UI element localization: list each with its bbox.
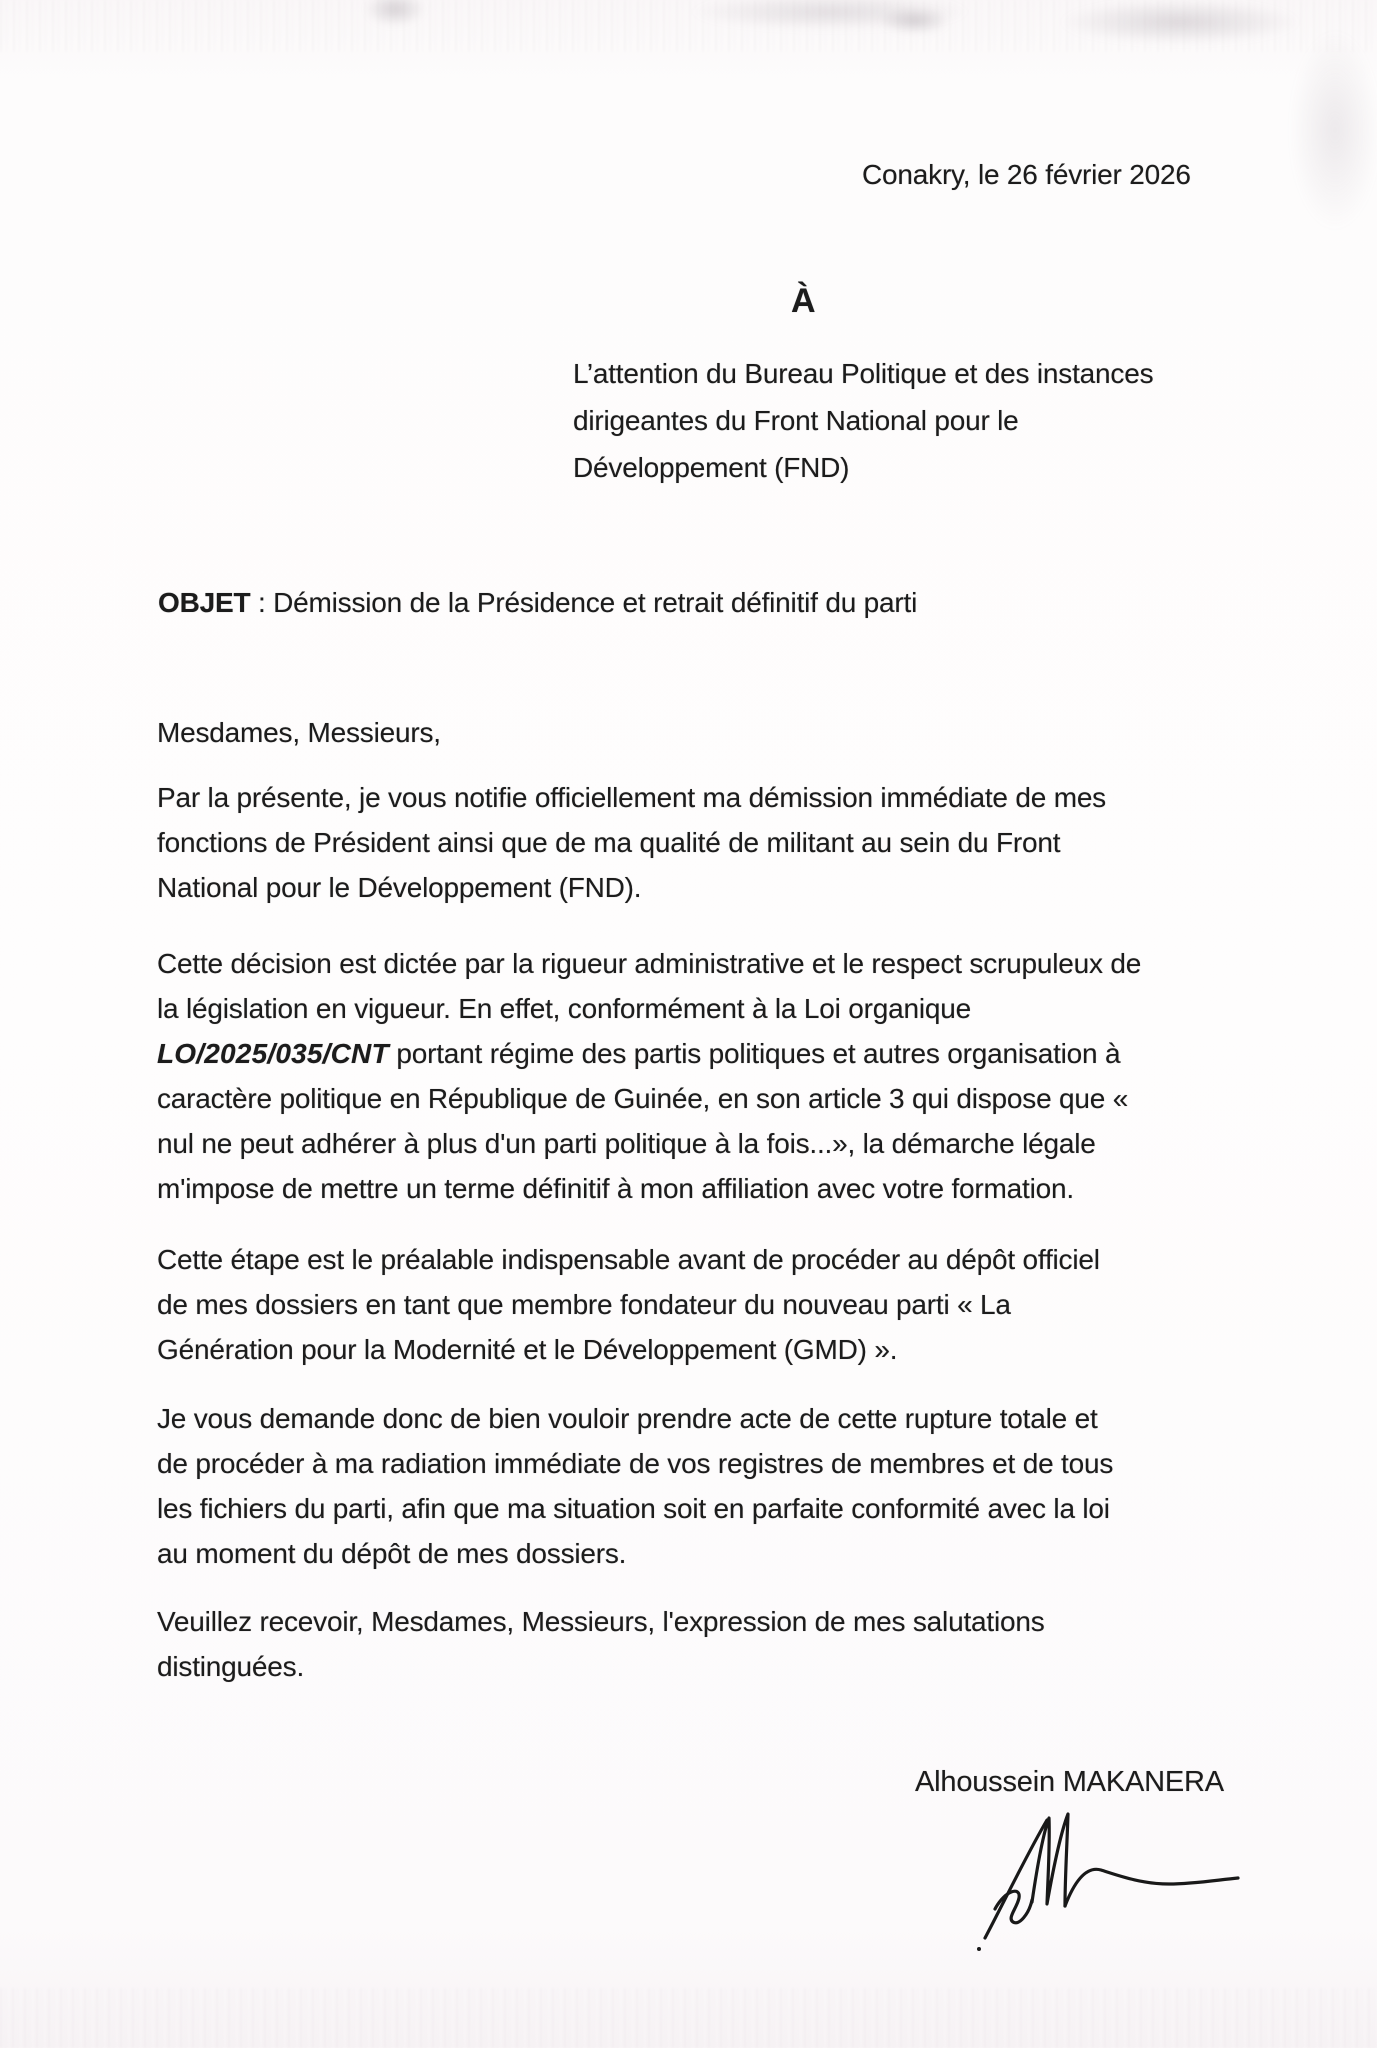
body-line: National pour le Développement (FND).: [157, 872, 642, 903]
scan-smudge: [1060, 0, 1300, 44]
paragraph-4: [157, 1396, 1113, 1576]
recipient-line: Développement (FND): [573, 452, 850, 483]
body-line-rest: portant régime des partis politiques et autres organisation à: [388, 1038, 1121, 1069]
body-line: de mes dossiers en tant que membre fondateur du nouveau parti « La: [157, 1289, 1011, 1320]
place-date-line: Conakry, le 26 février 2026: [862, 159, 1191, 190]
salutation: Mesdames, Messieurs,: [157, 717, 441, 748]
scan-smudge: [880, 8, 950, 34]
subject-label: OBJET: [158, 587, 251, 618]
closing-formula: [157, 1599, 1045, 1689]
body-line: Cette étape est le préalable indispensable avant de procéder au dépôt officiel: [157, 1244, 1100, 1275]
paragraph-3: [157, 1237, 1100, 1372]
body-line: m'impose de mettre un terme définitif à mon affiliation avec votre formation.: [157, 1173, 1074, 1204]
body-line: Cette décision est dictée par la rigueur administrative et le respect scrupuleux de: [157, 948, 1142, 979]
body-line: au moment du dépôt de mes dossiers.: [157, 1538, 627, 1569]
body-line: nul ne peut adhérer à plus d'un parti politique à la fois...», la démarche légale: [157, 1128, 1096, 1159]
law-reference: LO/2025/035/CNT: [157, 1038, 389, 1069]
signer-name: Alhoussein MAKANERA: [915, 1766, 1224, 1798]
body-line: Veuillez recevoir, Mesdames, Messieurs, l'expression de mes salutations: [157, 1606, 1045, 1637]
recipient-marker: À: [791, 282, 816, 320]
paragraph-1: [157, 775, 1106, 910]
body-line: [157, 1031, 1141, 1076]
body-line: de procéder à ma radiation immédiate de vos registres de membres et de tous: [157, 1448, 1114, 1479]
handwritten-signature: [945, 1806, 1245, 1956]
recipient-line: dirigeantes du Front National pour le: [573, 405, 1019, 436]
paragraph-2: [157, 941, 1141, 1211]
subject-line: [158, 580, 917, 625]
signature-strokes: [945, 1806, 1245, 1956]
body-line: distinguées.: [157, 1651, 305, 1682]
body-line: les fichiers du parti, afin que ma situation soit en parfaite conformité avec la loi: [157, 1493, 1110, 1524]
body-line: caractère politique en République de Guinée, en son article 3 qui dispose que «: [157, 1083, 1129, 1114]
subject-text: Démission de la Présidence et retrait définitif du parti: [273, 587, 918, 618]
body-line: la législation en vigueur. En effet, conformément à la Loi organique: [157, 993, 971, 1024]
body-line: Génération pour la Modernité et le Développement (GMD) ».: [157, 1334, 898, 1365]
scan-smudge: [1290, 30, 1377, 230]
subject-separator: :: [250, 587, 274, 618]
body-line: fonctions de Président ainsi que de ma qualité de militant au sein du Front: [157, 827, 1061, 858]
scan-noise-bottom: [0, 1988, 1377, 2048]
recipient-line: L’attention du Bureau Politique et des instances: [573, 358, 1154, 389]
body-line: Je vous demande donc de bien vouloir prendre acte de cette rupture totale et: [157, 1403, 1098, 1434]
recipient-address: [573, 350, 1153, 491]
body-line: Par la présente, je vous notifie officiellement ma démission immédiate de mes: [157, 782, 1106, 813]
